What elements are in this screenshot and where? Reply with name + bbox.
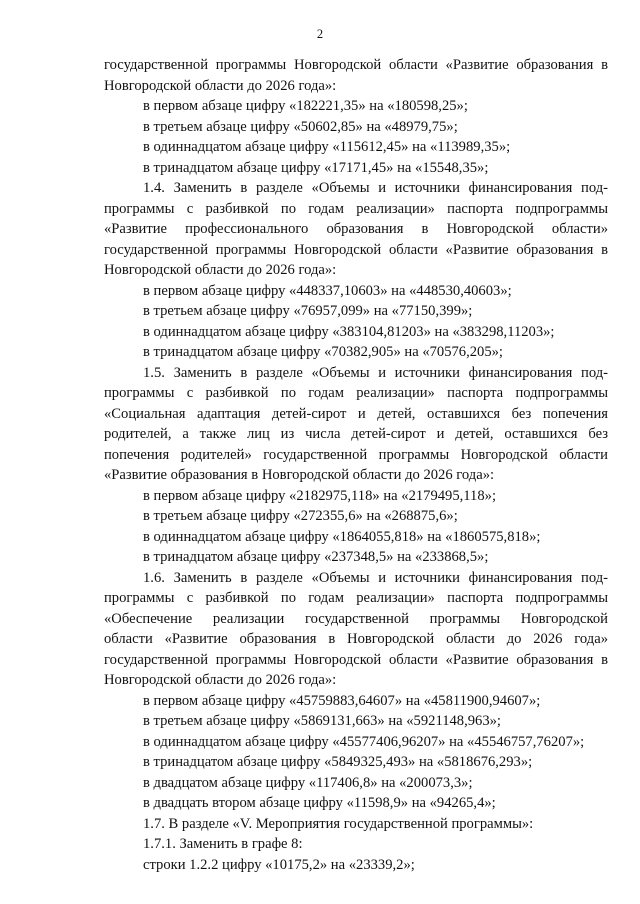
text-line: в одиннадцатом абзаце цифру «45577406,96207» на «45546757,76207»; xyxy=(143,733,585,750)
text-line: в третьем абзаце цифру «50602,85» на «48979,75»; xyxy=(143,118,458,135)
text-line: 1.6. Заменить в разделе «Объемы и источники финансирования под- xyxy=(143,569,608,586)
text-line: в первом абзаце цифру «182221,35» на «180598,25»; xyxy=(143,98,468,114)
text-line: «Развитие профессионального образования в Новгородской области» xyxy=(104,221,608,237)
text-line: в третьем абзаце цифру «76957,099» на «77150,399»; xyxy=(143,303,473,319)
text-line: Новгородской области до 2026 года»: xyxy=(104,672,337,688)
page-number: 2 xyxy=(316,27,324,41)
text-line: 1.7. В разделе «V. Мероприятия государственной программы»: xyxy=(143,815,534,832)
text-line: Новгородской области до 2026 года»: xyxy=(104,262,337,278)
text-line: государственной программы Новгородской области «Развитие образования в xyxy=(104,241,608,258)
text-line: в тринадцатом абзаце цифру «5849325,493» на «5818676,293»; xyxy=(143,754,533,770)
document-body xyxy=(104,55,608,875)
text-line: попечения родителей» государственной программы Новгородской области xyxy=(104,446,608,463)
text-line: программы с разбивкой по годам реализации» паспорта подпрограммы xyxy=(104,385,608,401)
text-line: строки 1.2.2 цифру «10175,2» на «23339,2»; xyxy=(143,856,415,873)
text-line: в тринадцатом абзаце цифру «70382,905» на «70576,205»; xyxy=(143,344,503,360)
text-line: в первом абзаце цифру «45759883,64607» на «45811900,94607»; xyxy=(143,692,541,709)
text-line: в третьем абзаце цифру «5869131,663» на «5921148,963»; xyxy=(143,713,501,729)
text-line: в одиннадцатом абзаце цифру «383104,81203» на «383298,11203»; xyxy=(143,323,555,340)
text-line: в одиннадцатом абзаце цифру «115612,45» на «113989,35»; xyxy=(143,139,511,155)
text-line: в первом абзаце цифру «2182975,118» на «2179495,118»; xyxy=(143,487,496,504)
text-line: области «Развитие образования в Новгородской области до 2026 года» xyxy=(104,631,608,647)
text-line: в двадцать втором абзаце цифру «11598,9» на «94265,4»; xyxy=(143,795,496,811)
text-line: 1.5. Заменить в разделе «Объемы и источники финансирования под- xyxy=(143,364,608,381)
text-line: в первом абзаце цифру «448337,10603» на «448530,40603»; xyxy=(143,282,512,299)
text-line: 1.7.1. Заменить в графе 8: xyxy=(143,836,303,852)
text-line: государственной программы Новгородской области «Развитие образования в xyxy=(104,651,608,668)
text-line: «Социальная адаптация детей-сирот и детей, оставшихся без попечения xyxy=(104,405,608,422)
text-line: в тринадцатом абзаце цифру «237348,5» на «233868,5»; xyxy=(143,549,489,565)
text-line: в третьем абзаце цифру «272355,6» на «268875,6»; xyxy=(143,508,458,524)
text-line: в тринадцатом абзаце цифру «17171,45» на «15548,35»; xyxy=(143,159,489,176)
text-line: родителей, а также лиц из числа детей-сирот и детей, оставшихся без xyxy=(104,426,608,442)
text-line: 1.4. Заменить в разделе «Объемы и источники финансирования под- xyxy=(143,180,608,196)
text-line: «Развитие образования в Новгородской области до 2026 года»: xyxy=(104,467,495,483)
text-line: программы с разбивкой по годам реализации» паспорта подпрограммы xyxy=(104,590,608,606)
text-line: «Обеспечение реализации государственной программы Новгородской xyxy=(104,610,608,627)
text-line: государственной программы Новгородской области «Развитие образования в xyxy=(104,57,608,73)
text-line: Новгородской области до 2026 года»: xyxy=(104,77,337,94)
text-line: программы с разбивкой по годам реализации» паспорта подпрограммы xyxy=(104,200,608,217)
text-line: в одиннадцатом абзаце цифру «1864055,818» на «1860575,818»; xyxy=(143,528,541,545)
text-line: в двадцатом абзаце цифру «117406,8» на «200073,3»; xyxy=(143,774,473,791)
